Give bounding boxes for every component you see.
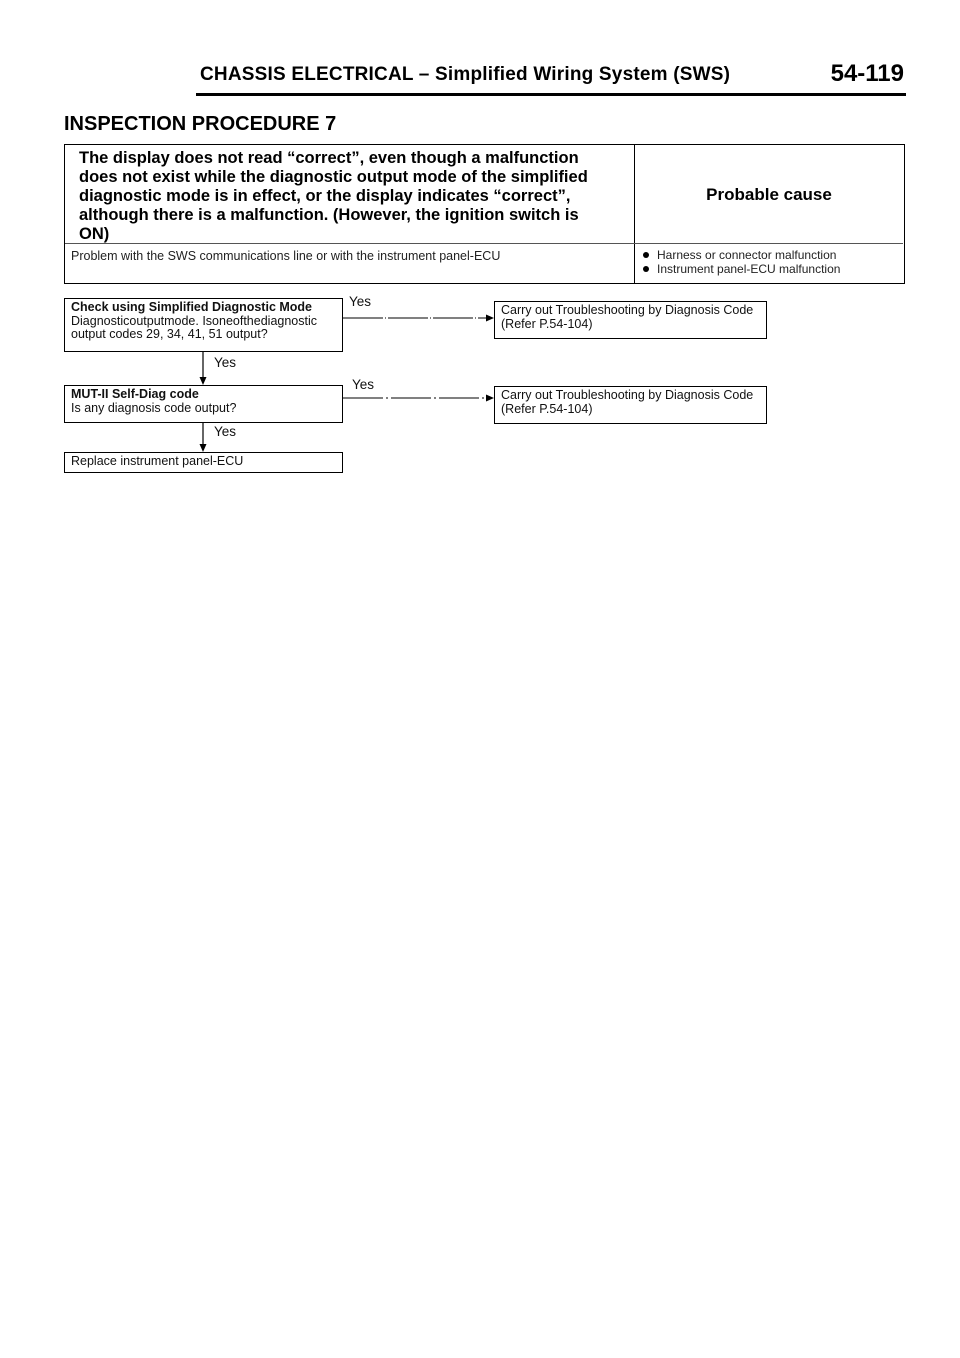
step-title: MUT-II Self-Diag code xyxy=(71,387,199,401)
symptom-line: does not exist while the diagnostic output mode of the simplified xyxy=(79,168,588,186)
step-replace-ecu xyxy=(64,452,343,473)
page-number: 54-119 xyxy=(830,60,904,87)
step-question: output codes 29, 34, 41, 51 output? xyxy=(71,327,268,341)
label-yes-down-1: Yes xyxy=(214,355,237,370)
result-action: Carry out Troubleshooting by Diagnosis Code xyxy=(501,303,754,317)
section-title: CHASSIS ELECTRICAL – Simplified Wiring System (SWS) xyxy=(200,64,731,85)
probable-cause-header: Probable cause xyxy=(706,185,832,204)
step-title: Check using Simplified Diagnostic Mode xyxy=(71,300,313,314)
symptom-line: The display does not read “correct”, even though a malfunction xyxy=(79,149,579,167)
arrowhead-down-2 xyxy=(200,444,207,452)
result-troubleshooting-2 xyxy=(494,386,767,424)
step-question: Is any diagnosis code output? xyxy=(71,400,237,415)
label-yes-right-2: Yes xyxy=(352,377,375,392)
procedure-title: INSPECTION PROCEDURE 7 xyxy=(64,113,337,135)
arrowhead-right-1 xyxy=(486,315,494,322)
step-mut-ii-self-diag xyxy=(64,385,343,423)
symptom-line: ON) xyxy=(79,225,110,243)
step-question: Diagnosticoutputmode. Isoneofthediagnostic xyxy=(71,313,317,328)
arrowhead-right-2 xyxy=(486,395,494,402)
result-reference: (Refer P.54-104) xyxy=(501,316,593,331)
result-troubleshooting-1 xyxy=(494,301,767,339)
step-check-simplified-diagnostic xyxy=(64,298,343,352)
problem-description: Problem with the SWS communications line or with the instrument panel-ECU xyxy=(71,249,501,263)
label-yes-down-2: Yes xyxy=(214,424,237,439)
step-action: Replace instrument panel-ECU xyxy=(71,454,244,468)
arrowhead-down-1 xyxy=(200,377,207,385)
cause-item: Instrument panel-ECU malfunction xyxy=(641,262,840,276)
symptom-line: diagnostic mode is in effect, or the display indicates “correct”, xyxy=(79,187,571,205)
result-action: Carry out Troubleshooting by Diagnosis Code xyxy=(501,388,754,402)
result-reference: (Refer P.54-104) xyxy=(501,401,593,416)
cause-item: Harness or connector malfunction xyxy=(641,248,840,262)
symptom-line: although there is a malfunction. (However, the ignition switch is xyxy=(79,206,579,224)
label-yes-right-1: Yes xyxy=(349,294,372,309)
